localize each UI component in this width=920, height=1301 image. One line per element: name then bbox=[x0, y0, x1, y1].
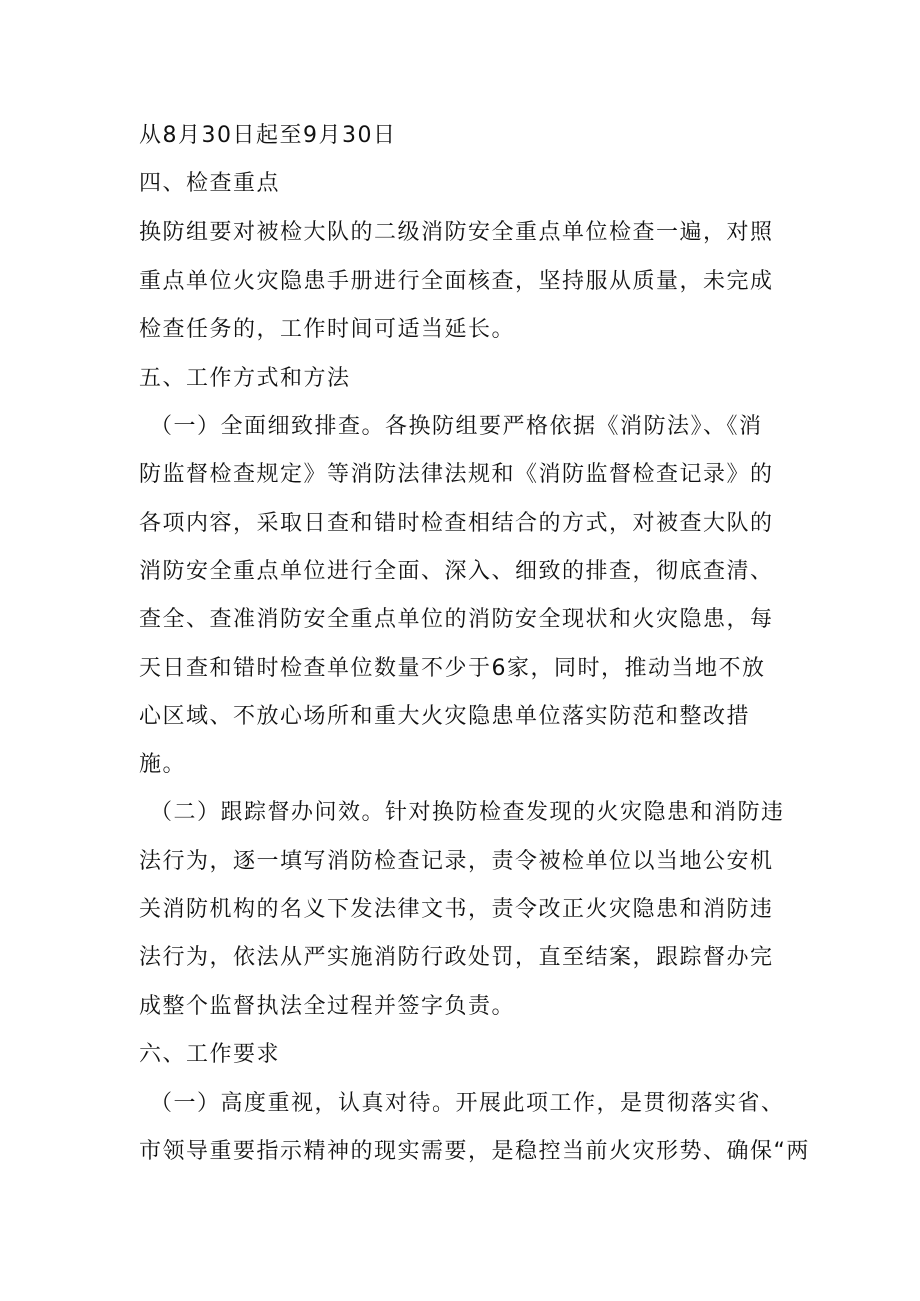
text-line-content: 各项内容，采取日查和错时检查相结合的方式，对被查大队的 bbox=[139, 511, 774, 536]
text-line-content: 从8月30日起至9月30日 bbox=[139, 123, 397, 148]
text-line bbox=[0, 838, 920, 886]
text-line bbox=[0, 112, 920, 160]
text-line-content: 成整个监督执法全过程并签字负责。 bbox=[139, 994, 516, 1019]
text-line-content: 施。 bbox=[139, 752, 187, 777]
text-line bbox=[0, 789, 920, 837]
text-line bbox=[0, 1128, 920, 1176]
text-line bbox=[0, 645, 920, 693]
text-line bbox=[0, 1080, 920, 1128]
text-line-content: 消防安全重点单位进行全面、深入、细致的排查，彻底查清、 bbox=[139, 559, 774, 584]
text-line-content: 四、检查重点 bbox=[139, 171, 281, 196]
text-line-content: 防监督检查规定》等消防法律法规和《消防监督检查记录》的 bbox=[139, 462, 774, 487]
text-line-content: （二）跟踪督办问效。针对换防检查发现的火灾隐患和消防违 bbox=[150, 800, 785, 825]
text-line bbox=[0, 693, 920, 741]
text-line bbox=[0, 451, 920, 499]
text-line-content: 法行为，逐一填写消防检查记录，责令被检单位以当地公安机 bbox=[139, 849, 774, 874]
text-line bbox=[0, 548, 920, 596]
text-line bbox=[0, 258, 920, 306]
text-line bbox=[0, 500, 920, 548]
section-heading bbox=[0, 1031, 920, 1079]
text-line bbox=[0, 741, 920, 789]
text-line bbox=[0, 934, 920, 982]
text-line-content: 市领导重要指示精神的现实需要，是稳控当前火灾形势、确保“两 bbox=[139, 1139, 810, 1164]
text-line-content: 心区域、不放心场所和重大火灾隐患单位落实防范和整改措 bbox=[139, 704, 751, 729]
text-line-content: 查全、查准消防安全重点单位的消防安全现状和火灾隐患，每 bbox=[139, 607, 774, 632]
text-line-content: （一）全面细致排查。各换防组要严格依据《消防法》、《消 bbox=[150, 414, 763, 439]
text-line-content: （一）高度重视，认真对待。开展此项工作，是贯彻落实省、 bbox=[150, 1091, 785, 1116]
text-line bbox=[0, 886, 920, 934]
text-line-content: 重点单位火灾隐患手册进行全面核查，坚持服从质量，未完成 bbox=[139, 269, 774, 294]
text-line-content: 法行为，依法从严实施消防行政处罚，直至结案，跟踪督办完 bbox=[139, 945, 774, 970]
section-heading bbox=[0, 355, 920, 403]
section-heading bbox=[0, 160, 920, 208]
text-line bbox=[0, 209, 920, 257]
text-line bbox=[0, 983, 920, 1031]
text-line-content: 换防组要对被检大队的二级消防安全重点单位检查一遍，对照 bbox=[139, 220, 774, 245]
text-line-content: 天日查和错时检查单位数量不少于6家，同时，推动当地不放 bbox=[139, 656, 766, 681]
text-line bbox=[0, 596, 920, 644]
text-line bbox=[0, 306, 920, 354]
text-line-content: 五、工作方式和方法 bbox=[139, 366, 351, 391]
text-line-content: 检查任务的，工作时间可适当延长。 bbox=[139, 317, 516, 342]
text-line-content: 六、工作要求 bbox=[139, 1042, 281, 1067]
text-line-content: 关消防机构的名义下发法律文书，责令改正火灾隐患和消防违 bbox=[139, 897, 774, 922]
text-line bbox=[0, 403, 920, 451]
